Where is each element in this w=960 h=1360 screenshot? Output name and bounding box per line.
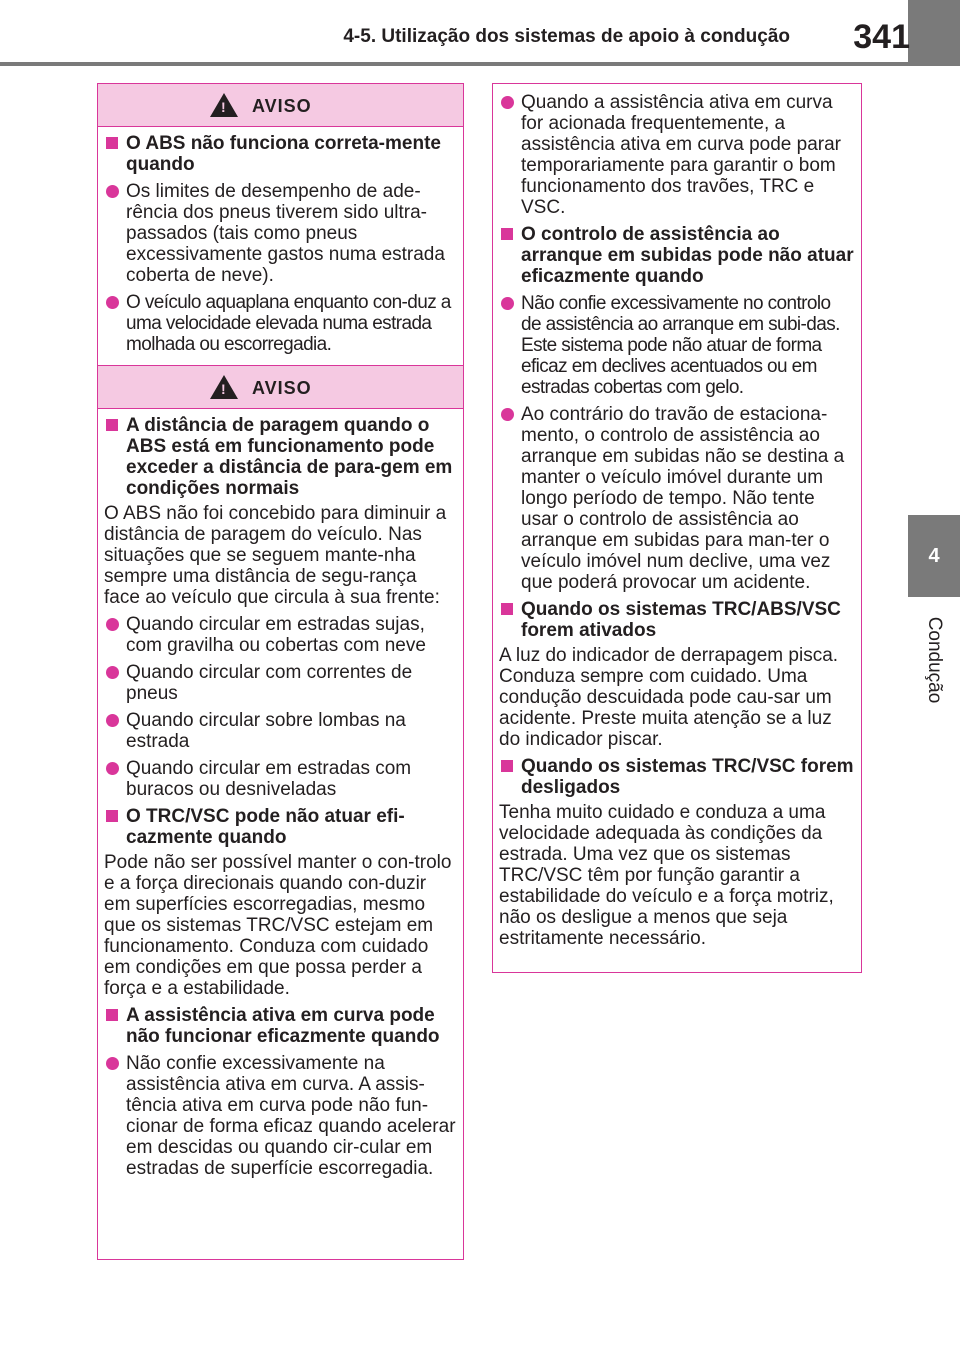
- round-bullet-icon: [106, 185, 119, 198]
- subheading-text: Quando os sistemas TRC/ABS/VSC forem ativados: [521, 599, 841, 641]
- subheading: [499, 756, 855, 798]
- subheading-text: A distância de paragem quando o ABS está em funcionamento pode exceder a distância de para-gem em condições normais: [126, 415, 453, 499]
- list-item: [104, 710, 457, 752]
- subheading: [104, 1005, 457, 1047]
- list-item: [104, 292, 457, 355]
- round-bullet-icon: [501, 96, 514, 109]
- list-item-text: Não confie excessivamente na assistência ativa em curva. A assis-tência ativa em curva pode não fun-cionar de forma eficaz quando acelerar em descidas ou quando cir-cular em estradas de superfície escorregadia.: [126, 1053, 456, 1179]
- subheading-text: O ABS não funciona correta-mente quando: [126, 133, 441, 175]
- list-item: [104, 181, 457, 286]
- list-item-text: Quando circular em estradas com buracos ou desniveladas: [126, 758, 412, 800]
- warning-column-left: [97, 83, 464, 1260]
- aviso-header: [98, 365, 463, 409]
- subheading-text: O TRC/VSC pode não atuar efi-cazmente quando: [126, 806, 405, 848]
- square-bullet-icon: [106, 1009, 118, 1021]
- list-item: [104, 662, 457, 704]
- list-item-text: Os limites de desempenho de ade-rência dos pneus tiverem sido ultra-passados (tais como pneus excessivamente gastos numa estrada coberta de neve).: [126, 181, 445, 286]
- list-item: [499, 404, 855, 593]
- chapter-tab-number[interactable]: 4: [908, 515, 960, 597]
- paragraph: O ABS não foi concebido para diminuir a distância de paragem do veículo. Nas situações que se seguem mante-nha sempre uma distância de segu-rança face ao veículo que circula à sua frente:: [104, 503, 447, 608]
- aviso-section-abs: [98, 133, 463, 355]
- square-bullet-icon: [501, 760, 513, 772]
- square-bullet-icon: [501, 603, 513, 615]
- list-item-text: Quando circular em estradas sujas, com gravilha ou cobertas com neve: [126, 614, 426, 656]
- list-item: [499, 92, 855, 218]
- header-rule: [0, 62, 960, 66]
- list-item-text: Ao contrário do travão de estaciona-mento, o controlo de assistência ao arranque em subidas não se destina a manter o veículo imóvel durante um longo período de tempo. Não tente usar o controlo de assistência ao arranque em subidas para man-ter o veículo imóvel num declive, uma vez que poderá provocar um acidente.: [521, 404, 845, 593]
- list-item-text: O veículo aquaplana enquanto con-duz a uma velocidade elevada numa estrada molhada ou escorregadia.: [126, 292, 451, 355]
- square-bullet-icon: [106, 419, 118, 431]
- subheading: [104, 415, 457, 499]
- subheading: [104, 133, 457, 175]
- subheading: [499, 224, 855, 287]
- aviso-label: AVISO: [252, 96, 312, 116]
- list-item: [104, 614, 457, 656]
- paragraph: A luz do indicador de derrapagem pisca. Conduza sempre com cuidado. Uma condução descuidada pode cau-sar um acidente. Preste muita atenção se a luz do indicador piscar.: [499, 645, 839, 750]
- round-bullet-icon: [106, 618, 119, 631]
- subheading: [499, 599, 855, 641]
- paragraph: Pode não ser possível manter o con-trolo e a força direcionais quando con-duzir em superfícies escorregadias, mesmo que os sistemas TRC/VSC estejam em funcionamento. Conduza com cuidado em condições em que possa perder a força e a estabilidade.: [104, 852, 452, 999]
- subheading-text: Quando os sistemas TRC/VSC forem desligados: [521, 756, 854, 798]
- list-item: [104, 1053, 457, 1179]
- round-bullet-icon: [106, 762, 119, 775]
- square-bullet-icon: [106, 137, 118, 149]
- aviso-section-braking: [98, 415, 463, 1179]
- chapter-label-text: Condução: [924, 616, 945, 704]
- subheading-text: A assistência ativa em curva pode não funcionar eficazmente quando: [126, 1005, 440, 1047]
- aviso-continued: [493, 84, 861, 949]
- square-bullet-icon: [106, 810, 118, 822]
- warning-triangle-icon: [210, 93, 238, 117]
- list-item-text: Quando circular com correntes de pneus: [126, 662, 413, 704]
- list-item: [499, 293, 855, 398]
- list-item-text: Quando a assistência ativa em curva for acionada frequentemente, a assistência ativa em curva pode parar temporariamente para garantir o bom funcionamento dos travões, TRC e VSC.: [521, 92, 841, 218]
- list-item-text: Quando circular sobre lombas na estrada: [126, 710, 406, 752]
- paragraph: Tenha muito cuidado e conduza a uma velocidade adequada às condições da estrada. Uma vez que os sistemas TRC/VSC têm por função garantir a estabilidade do veículo e a força motriz, não os desligue a menos que seja estritamente necessário.: [499, 802, 834, 949]
- warning-column-right: [492, 83, 862, 973]
- side-tab-top-bar: [908, 0, 960, 62]
- section-title: 4-5. Utilização dos sistemas de apoio à condução: [343, 26, 790, 47]
- aviso-label: AVISO: [252, 378, 312, 398]
- round-bullet-icon: [106, 1057, 119, 1070]
- round-bullet-icon: [106, 296, 119, 309]
- round-bullet-icon: [106, 666, 119, 679]
- subheading: [104, 806, 457, 848]
- square-bullet-icon: [501, 228, 513, 240]
- chapter-tab-label: [908, 600, 960, 720]
- list-item-text: Não confie excessivamente no controlo de assistência ao arranque em subi-das. Este sistema pode não atuar de forma eficaz em declives acentuados ou em estradas cobertas com gelo.: [521, 293, 840, 398]
- aviso-header: [98, 84, 463, 127]
- round-bullet-icon: [501, 297, 514, 310]
- list-item: [104, 758, 457, 800]
- round-bullet-icon: [501, 408, 514, 421]
- warning-triangle-icon: [210, 375, 238, 399]
- page-number: 341: [853, 18, 910, 56]
- round-bullet-icon: [106, 714, 119, 727]
- subheading-text: O controlo de assistência ao arranque em subidas pode não atuar eficazmente quando: [521, 224, 854, 287]
